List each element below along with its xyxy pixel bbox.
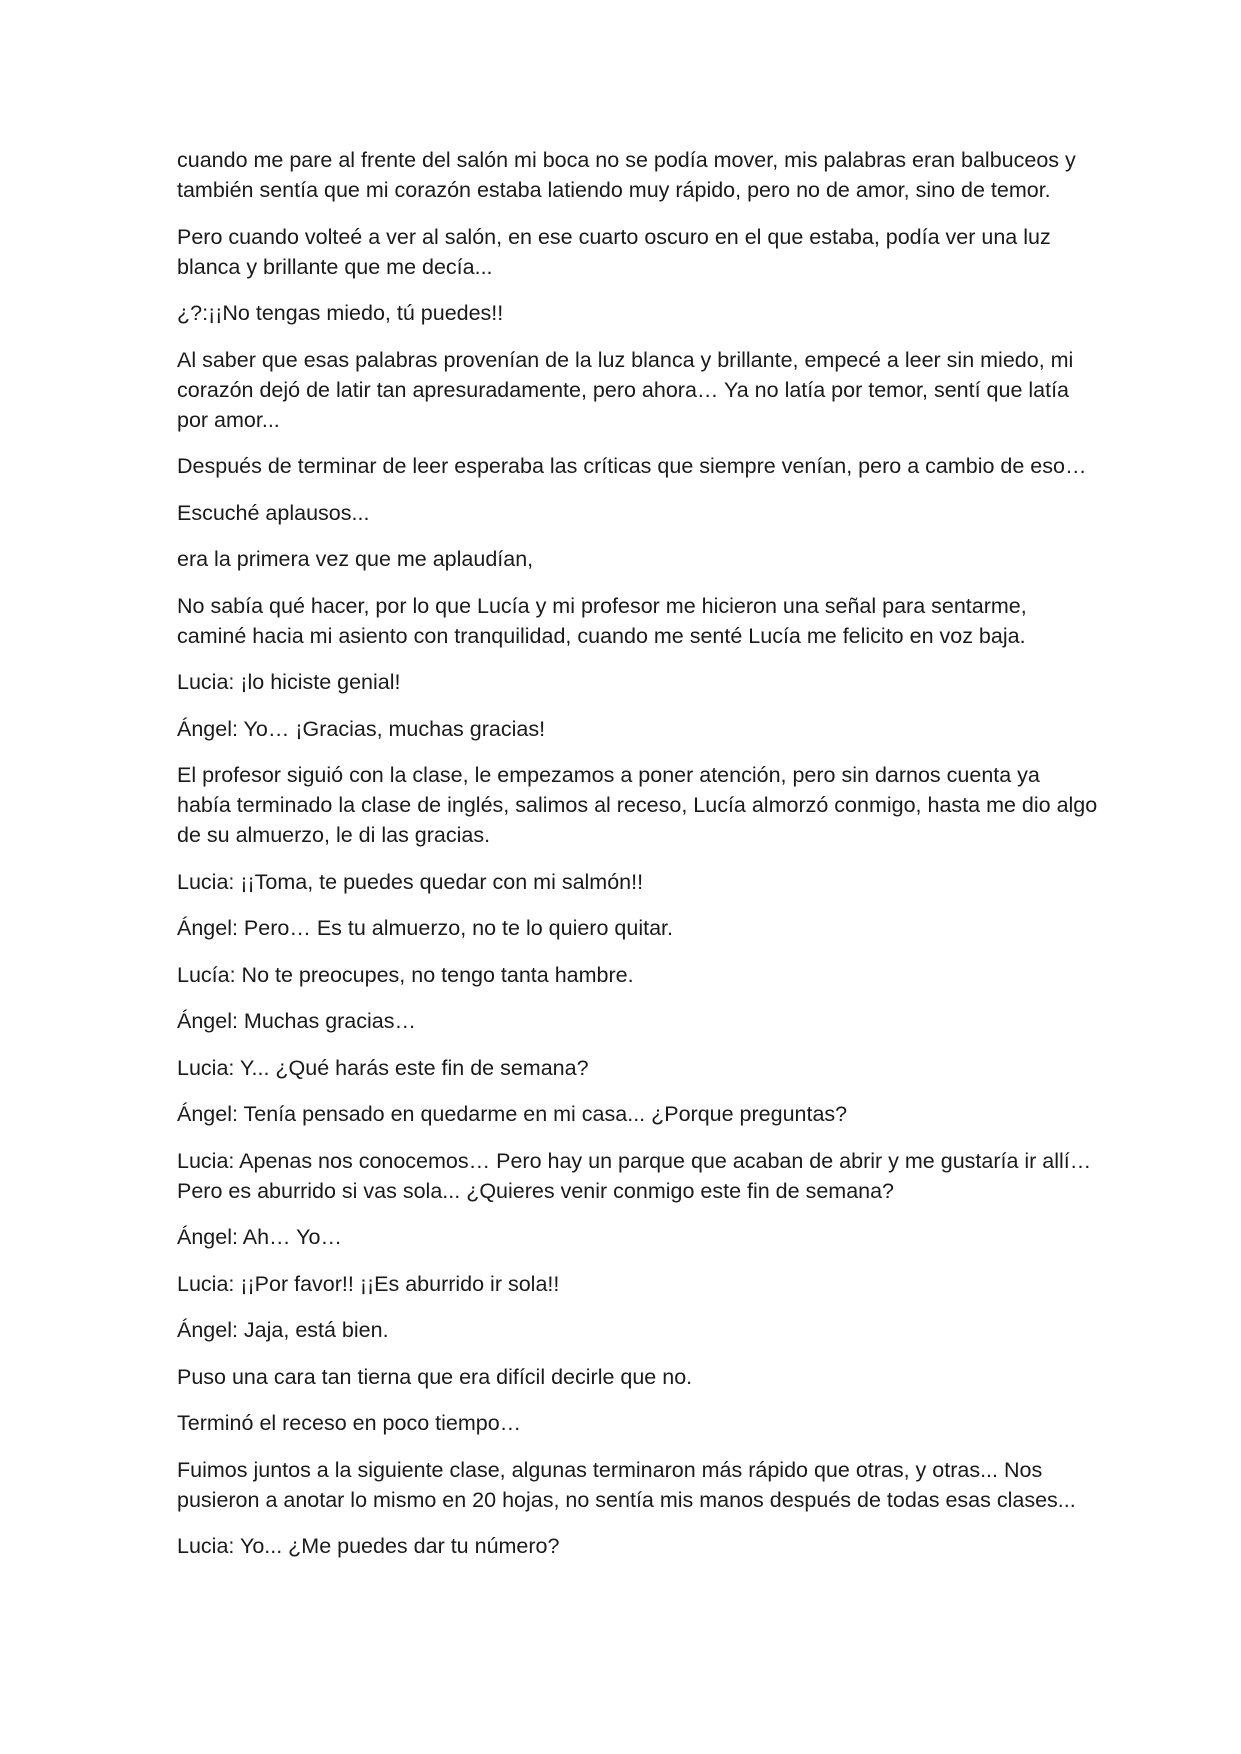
text-line: Lucia: ¡lo hiciste genial! <box>177 670 401 694</box>
text-line: era la primera vez que me aplaudían, <box>177 547 534 571</box>
paragraph <box>177 1315 1077 1345</box>
paragraph <box>177 298 1077 328</box>
text-line: El profesor siguió con la clase, le empezamos a poner atención, pero sin darnos cuenta ya <box>177 763 1040 787</box>
paragraph <box>177 498 1077 528</box>
text-line: Ángel: Muchas gracias… <box>177 1009 416 1033</box>
text-line: Después de terminar de leer esperaba las críticas que siempre venían, pero a cambio de eso… <box>177 454 1087 478</box>
text-line: también sentía que mi corazón estaba latiendo muy rápido, pero no de amor, sino de temor. <box>177 178 1051 202</box>
paragraph <box>177 867 1077 897</box>
text-line: cuando me pare al frente del salón mi boca no se podía mover, mis palabras eran balbuceos y <box>177 148 1076 172</box>
paragraph <box>177 1222 1077 1252</box>
paragraph <box>177 451 1087 481</box>
text-line: Lucía: No te preocupes, no tengo tanta hambre. <box>177 962 634 987</box>
text-line: de su almuerzo, le di las gracias. <box>177 823 491 847</box>
text-line: Ángel: Jaja, está bien. <box>177 1318 389 1342</box>
text-line: Ángel: Pero… Es tu almuerzo, no te lo quiero quitar. <box>177 916 673 940</box>
paragraph <box>177 591 1077 651</box>
text-line: Fuimos juntos a la siguiente clase, algunas terminaron más rápido que otras, y otras... Nos <box>177 1457 1043 1482</box>
paragraph <box>177 667 1077 697</box>
document-body <box>177 145 1098 1578</box>
text-line: Lucia: Y... ¿Qué harás este fin de semana? <box>177 1055 589 1080</box>
text-line: caminé hacia mi asiento con tranquilidad, cuando me senté Lucía me felicito en voz baja. <box>177 623 1026 648</box>
text-line: corazón dejó de latir tan apresuradamente, pero ahora… Ya no latía por temor, sentí que latía <box>177 377 1070 402</box>
paragraph <box>177 960 1077 990</box>
paragraph <box>177 145 1077 205</box>
paragraph <box>177 1455 1077 1515</box>
paragraph <box>177 544 1077 574</box>
text-line: Al saber que esas palabras provenían de la luz blanca y brillante, empecé a leer sin miedo, mi <box>177 347 1074 372</box>
text-line: Ángel: Tenía pensado en quedarme en mi casa... ¿Porque preguntas? <box>177 1102 848 1126</box>
paragraph <box>177 1269 1077 1299</box>
text-line: Pero cuando volteé a ver al salón, en ese cuarto oscuro en el que estaba, podía ver una luz <box>177 224 1051 249</box>
text-line: Lucia: Yo... ¿Me puedes dar tu número? <box>177 1534 560 1558</box>
text-line: Terminó el receso en poco tiempo… <box>177 1411 522 1435</box>
text-line: había terminado la clase de inglés, salimos al receso, Lucía almorzó conmigo, hasta me dio algo <box>177 793 1098 817</box>
paragraph <box>177 1408 1077 1438</box>
paragraph <box>177 222 1077 282</box>
text-line: Lucia: Apenas nos conocemos… Pero hay un parque que acaban de abrir y me gustaría ir allí… <box>177 1148 1092 1173</box>
paragraph <box>177 760 1098 850</box>
text-line: Ángel: Ah… Yo… <box>177 1225 342 1249</box>
text-line: No sabía qué hacer, por lo que Lucía y mi profesor me hicieron una señal para sentarme, <box>177 593 1027 618</box>
text-line: blanca y brillante que me decía... <box>177 254 493 279</box>
text-line: Pero es aburrido si vas sola... ¿Quieres venir conmigo este fin de semana? <box>177 1178 895 1203</box>
paragraph <box>177 1362 1077 1392</box>
paragraph <box>177 714 1077 744</box>
paragraph <box>177 1099 1077 1129</box>
paragraph <box>177 1053 1077 1083</box>
text-line: Escuché aplausos... <box>177 500 370 525</box>
paragraph <box>177 1531 1077 1561</box>
paragraph <box>177 913 1077 943</box>
text-line: por amor... <box>177 407 280 432</box>
paragraph <box>177 1146 1092 1206</box>
paragraph <box>177 1006 1077 1036</box>
text-line: Ángel: Yo… ¡Gracias, muchas gracias! <box>177 716 546 741</box>
text-line: Puso una cara tan tierna que era difícil decirle que no. <box>177 1364 693 1389</box>
paragraph <box>177 345 1077 435</box>
text-line: Lucia: ¡¡Por favor!! ¡¡Es aburrido ir sola!! <box>177 1271 560 1296</box>
text-line: pusieron a anotar lo mismo en 20 hojas, no sentía mis manos después de todas esas clases... <box>177 1487 1076 1512</box>
text-line: Lucia: ¡¡Toma, te puedes quedar con mi salmón!! <box>177 869 644 894</box>
text-line: ¿?:¡¡No tengas miedo, tú puedes!! <box>177 301 504 325</box>
